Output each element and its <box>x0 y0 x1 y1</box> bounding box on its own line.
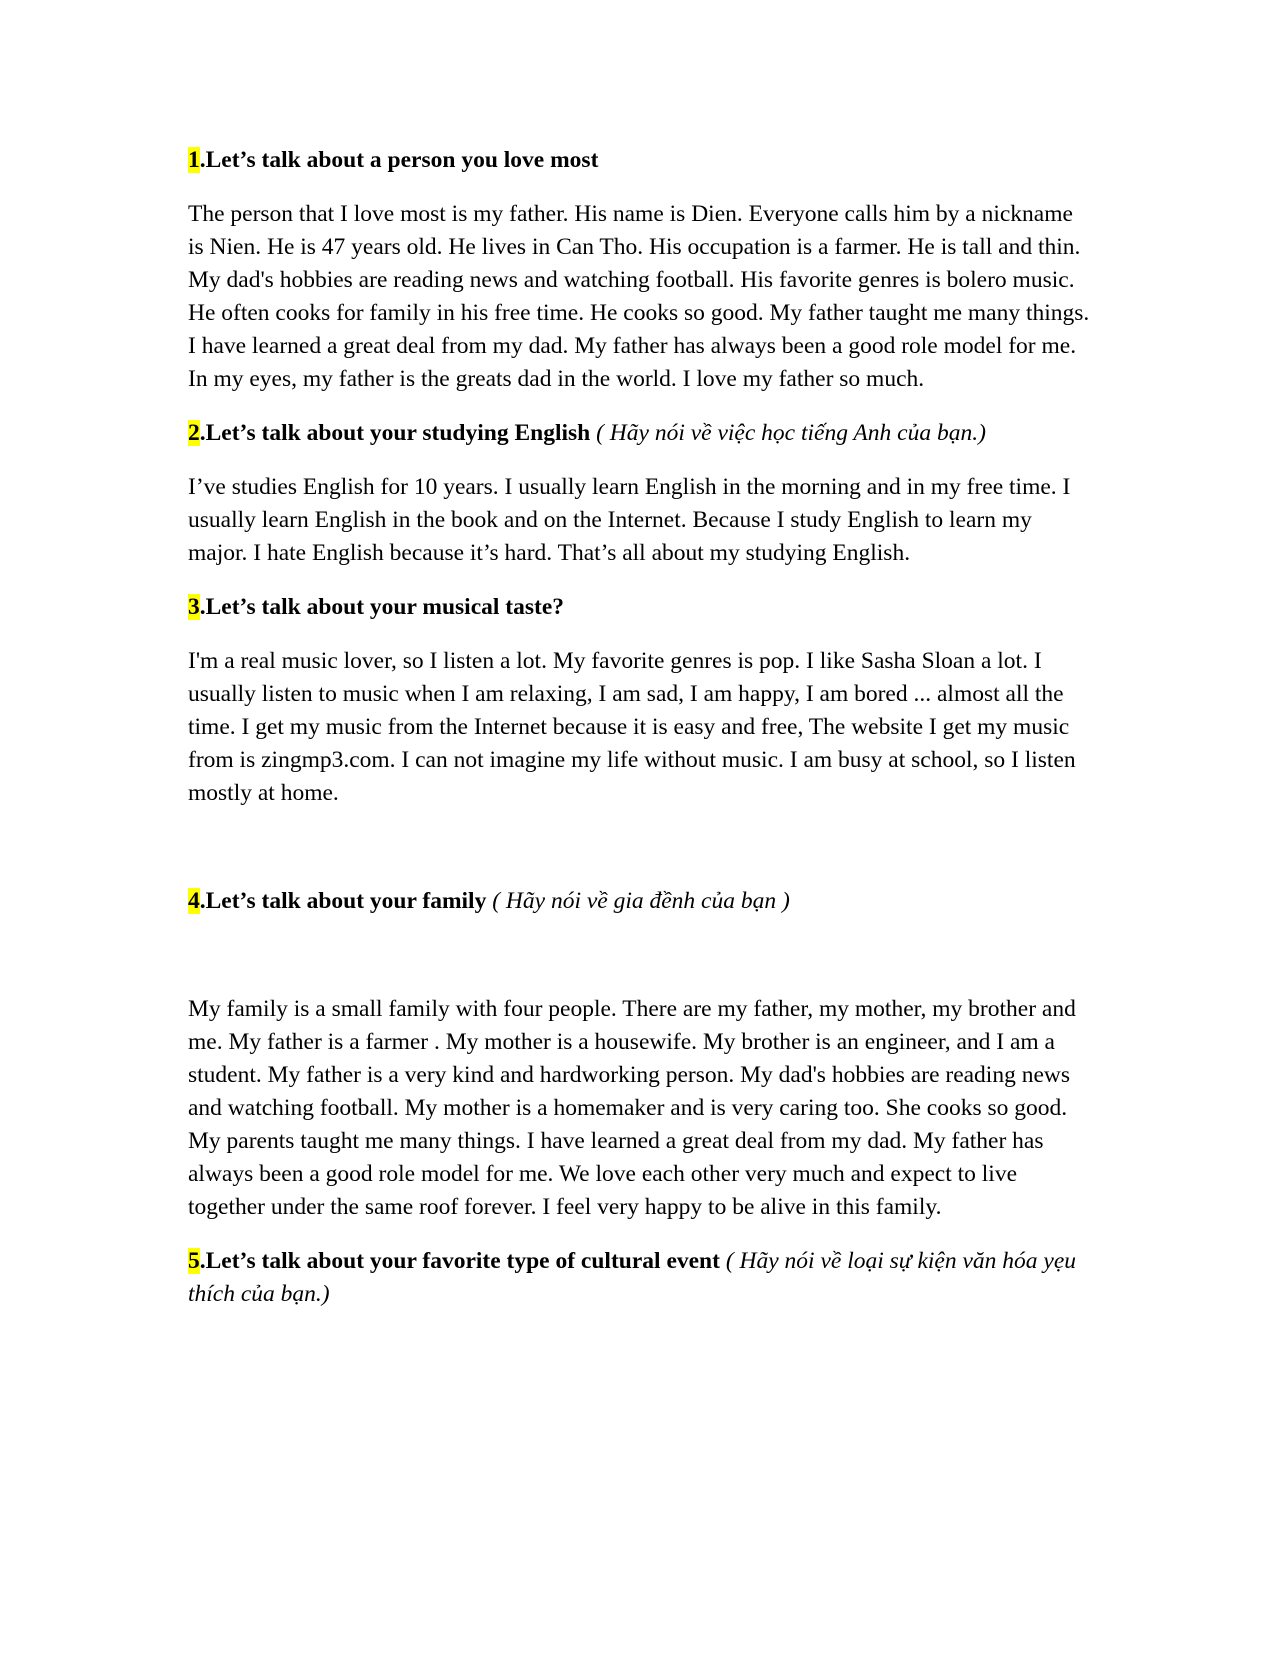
blank-space <box>188 939 1094 993</box>
section-1-number: 1 <box>188 147 200 173</box>
section-4-heading <box>188 885 1094 918</box>
section-2-subtitle: ( Hãy nói về việc học tiếng Anh của bạn.) <box>590 420 986 446</box>
document-body <box>188 144 1094 1332</box>
section-5-heading <box>188 1245 1094 1311</box>
section-5-title: .Let’s talk about your favorite type of cultural event <box>199 1248 720 1274</box>
section-2-paragraph: I’ve studies English for 10 years. I usually learn English in the morning and in my free time. I usually learn English in the book and on the Internet. Because I study English to learn my major. I hate English because it’s hard. That’s all about my studying English. <box>188 474 1071 566</box>
section-3-heading <box>188 591 1094 624</box>
section-1-paragraph: The person that I love most is my father. His name is Dien. Everyone calls him by a nickname is Nien. He is 47 years old. He lives in Can Tho. His occupation is a farmer. He is tall and thin. My dad's hobbies are reading news and watching football. His favorite genres is bolero music. He often cooks for family in his free time. He cooks so good. My father taught me many things. I have learned a great deal from my dad. My father has always been a good role model for me. In my eyes, my father is the greats dad in the world. I love my father so much. <box>188 201 1090 392</box>
section-2-title: .Let’s talk about your studying English <box>199 420 591 446</box>
blank-space <box>188 831 1094 885</box>
section-4-title: .Let’s talk about your family <box>199 888 487 914</box>
section-1-title: .Let’s talk about a person you love most <box>199 147 599 173</box>
section-5-subtitle: ( Hãy nói về loại sự kiện văn hóa yẹu thích của bạn.) <box>188 1248 1077 1307</box>
section-4-number: 4 <box>188 888 200 914</box>
section-4-subtitle: ( Hãy nói về gia đềnh của bạn ) <box>486 888 790 914</box>
section-3-number: 3 <box>188 594 200 620</box>
section-3-title: .Let’s talk about your musical taste? <box>199 594 564 620</box>
section-5-number: 5 <box>188 1248 200 1274</box>
section-3-paragraph: I'm a real music lover, so I listen a lot. My favorite genres is pop. I like Sasha Sloan a lot. I usually listen to music when I am relaxing, I am sad, I am happy, I am bored ... almost all the time. I get my music from the Internet because it is easy and free, The website I get my music from is zingmp3.com. I can not imagine my life without music. I am busy at school, so I listen mostly at home. <box>188 648 1076 806</box>
section-1-heading <box>188 144 1094 177</box>
section-4-paragraph: My family is a small family with four people. There are my father, my mother, my brother and me. My father is a farmer . My mother is a housewife. My brother is an engineer, and I am a student. My father is a very kind and hardworking person. My dad's hobbies are reading news and watching football. My mother is a homemaker and is very caring too. She cooks so good. My parents taught me many things. I have learned a great deal from my dad. My father has always been a good role model for me. We love each other very much and expect to live together under the same roof forever. I feel very happy to be alive in this family. <box>188 996 1076 1220</box>
section-2-number: 2 <box>188 420 200 446</box>
section-2-heading <box>188 417 1094 450</box>
